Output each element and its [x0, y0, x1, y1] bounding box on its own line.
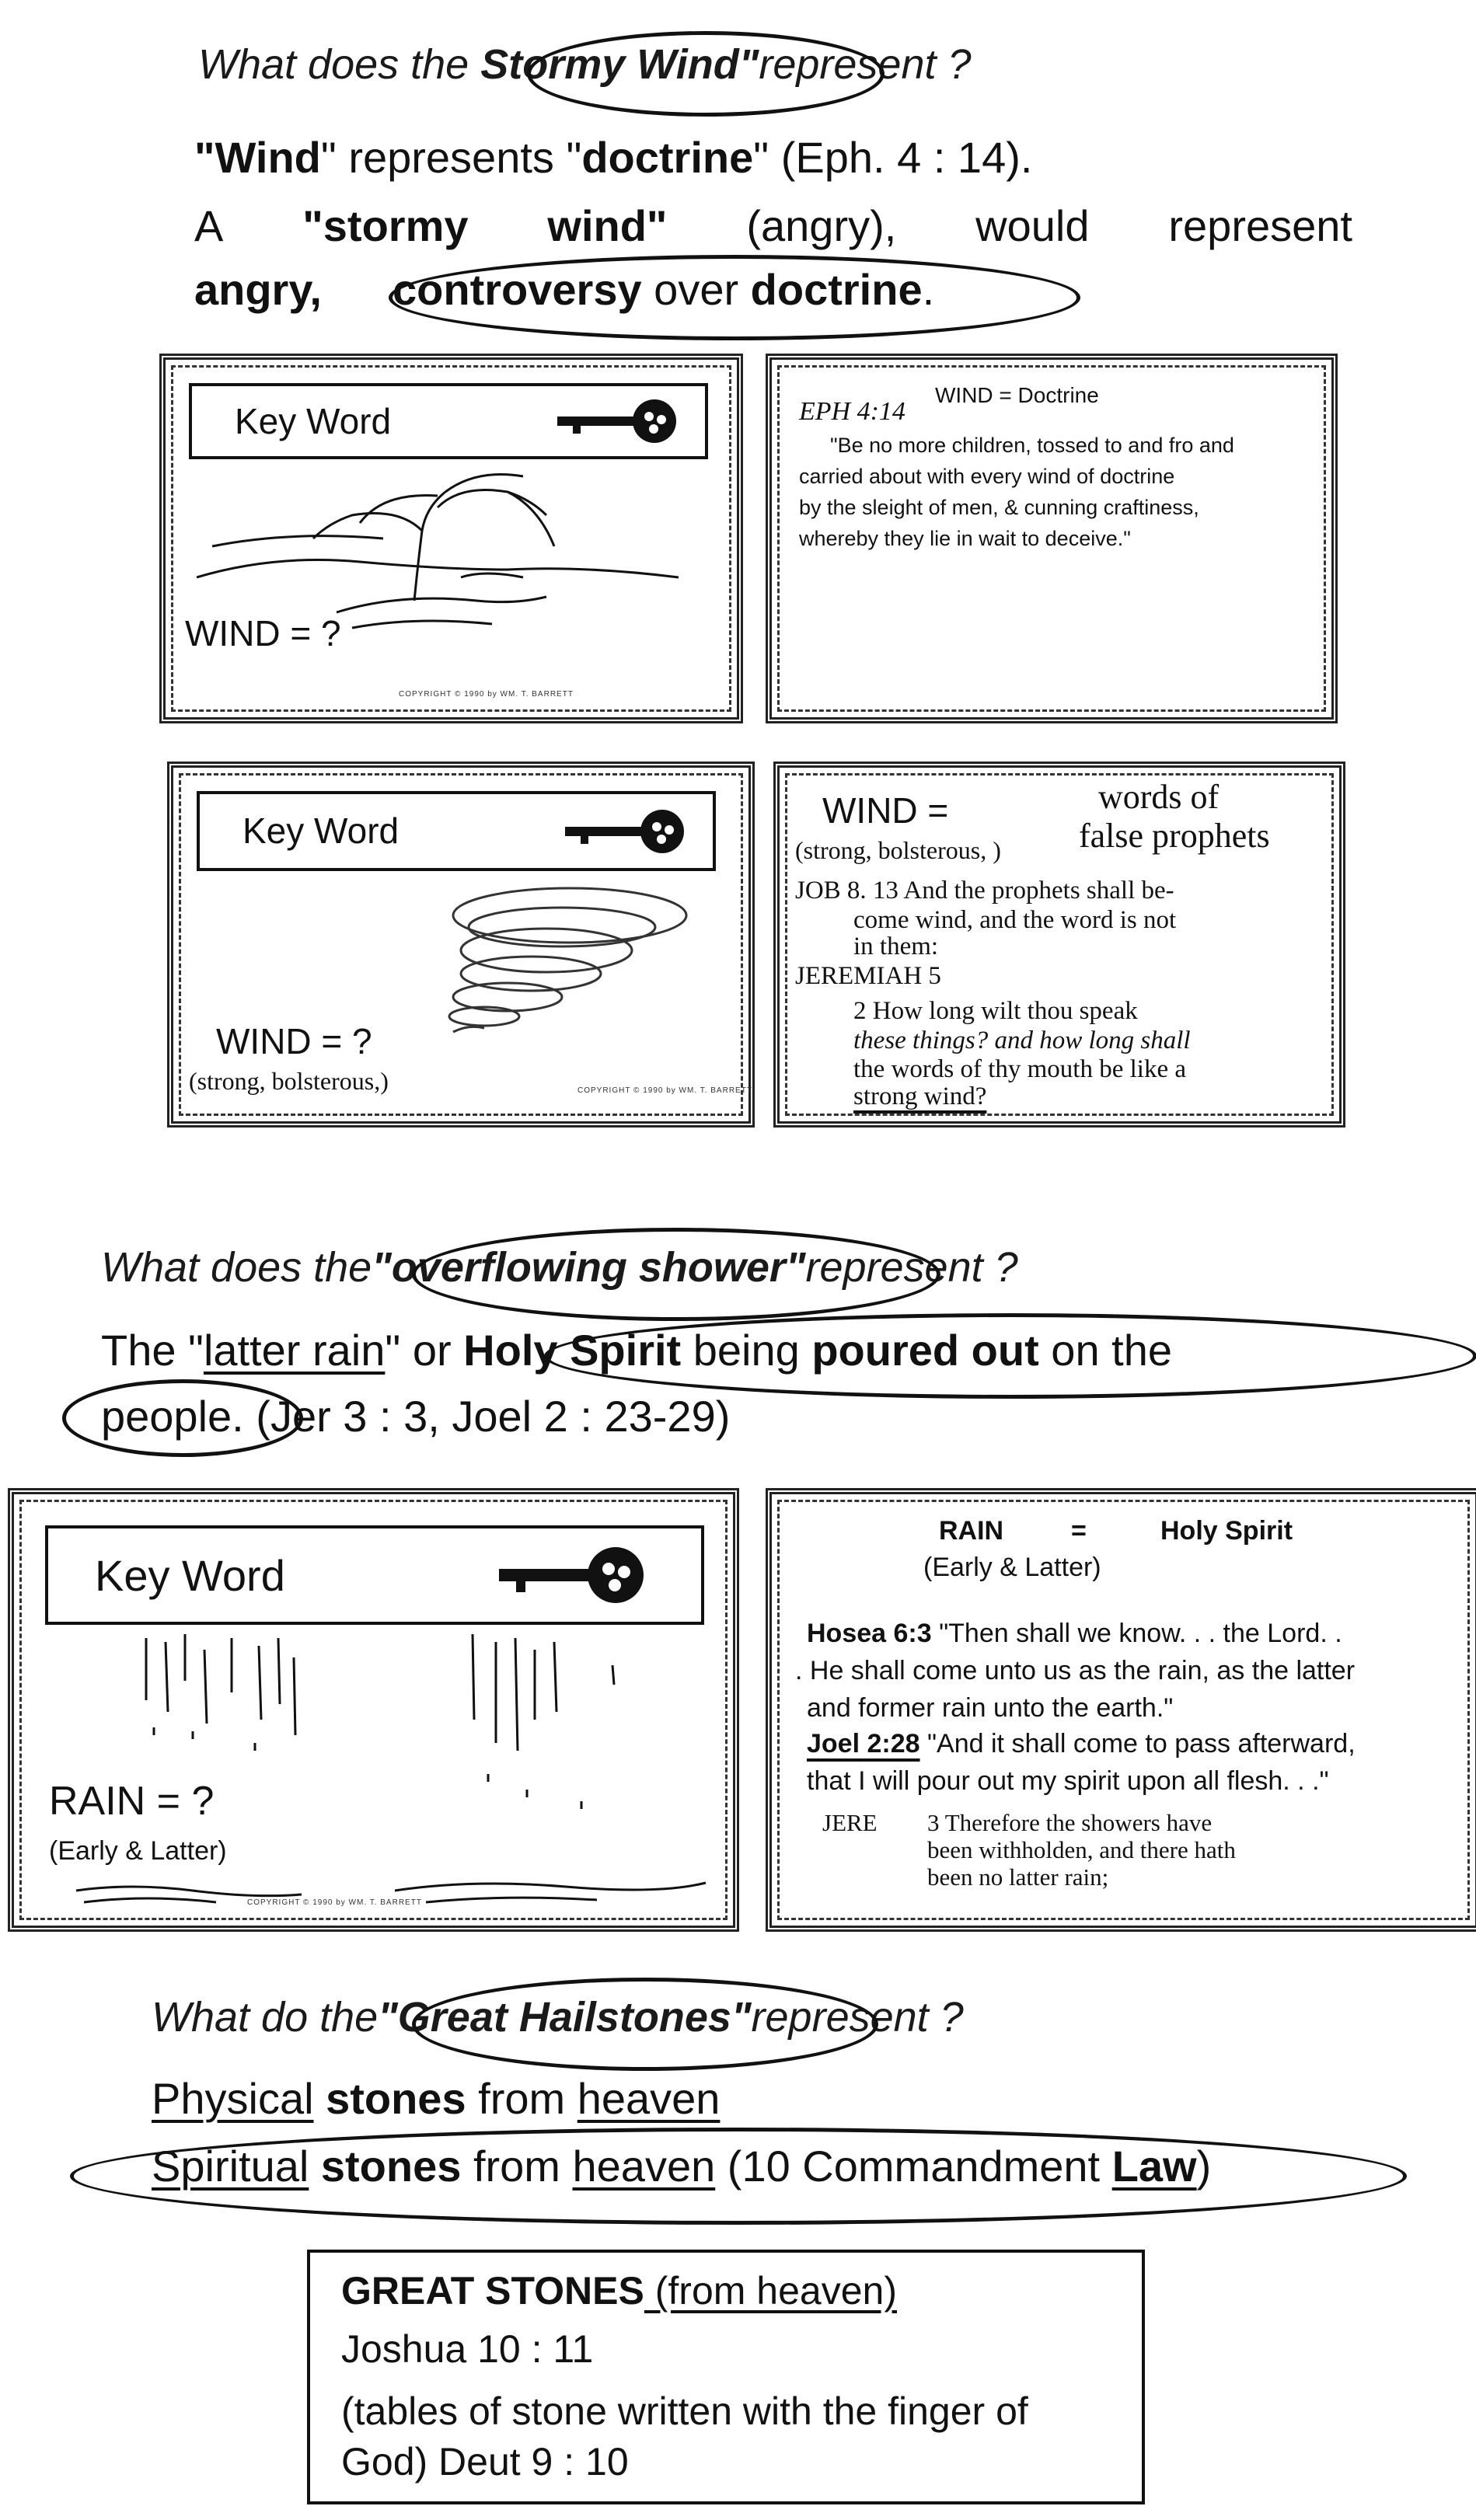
copyright: COPYRIGHT © 1990 by WM. T. BARRETT: [247, 1898, 422, 1907]
question-post: represent ?: [751, 1994, 964, 2041]
copyright: COPYRIGHT © 1990 by WM. T. BARRETT: [577, 1086, 752, 1095]
word-angry-bold: angry,: [194, 265, 322, 314]
panel-header: WIND = Doctrine: [935, 383, 1099, 407]
question-post: represent ?: [759, 41, 972, 88]
verse-line: and former rain unto the earth.": [807, 1693, 1174, 1723]
question-key: "Great Hailstones": [378, 1994, 752, 2041]
word-doctrine: doctrine: [750, 265, 923, 314]
hosea-ref: Hosea 6:3: [807, 1619, 932, 1648]
verse-line: . He shall come unto us as the rain, as the latter: [795, 1656, 1356, 1685]
answer-line-1: [152, 2073, 720, 2124]
heaven: heaven: [572, 2142, 716, 2191]
rain-sub-label: (Early & Latter): [49, 1836, 227, 1866]
reference: (Jer 3 : 3, Joel 2 : 23-29): [243, 1392, 731, 1441]
word-angry: (angry),: [746, 201, 897, 250]
key-word-label: Key Word: [235, 401, 392, 441]
text: on the: [1038, 1326, 1172, 1375]
text: (10 Commandment: [715, 2142, 1112, 2191]
question-pre: What does the: [198, 41, 481, 88]
stone-note: (tables of stone written with the finger of: [341, 2389, 1028, 2433]
panel-key-word-rain: [8, 1488, 739, 1932]
great-stones-title-paren: (from heaven): [644, 2269, 897, 2313]
stone-note: God) Deut 9 : 10: [341, 2440, 629, 2483]
doctrine-term: doctrine: [581, 133, 754, 182]
key-word-box: [197, 791, 716, 871]
key-word-box: [45, 1525, 704, 1625]
text: " or: [385, 1326, 464, 1375]
text: .: [922, 265, 935, 314]
verse-line: carried about with every wind of doctrine: [799, 465, 1175, 488]
answer-line-2: [152, 2141, 1211, 2191]
panel-title: WIND =: [822, 790, 949, 831]
joel-line: [807, 1729, 1356, 1759]
panel-key-word-wind-strong: [167, 762, 755, 1128]
panel-wind-doctrine: [766, 354, 1338, 723]
text: from: [461, 2142, 573, 2191]
question-key: Stormy Wind": [480, 41, 759, 88]
great-stones-title-text: GREAT STONES: [341, 2269, 644, 2313]
text: over: [641, 265, 751, 314]
rain-question-label: RAIN = ?: [49, 1779, 215, 1824]
handwritten-ref: EPH 4:14: [799, 397, 905, 426]
question-post: represent ?: [805, 1244, 1018, 1291]
word-represent: represent: [1168, 201, 1352, 250]
reference: " (Eph. 4 : 14).: [753, 133, 1033, 182]
stones: stones: [313, 2074, 466, 2123]
latter-rain: latter rain: [203, 1326, 386, 1375]
poured-out: poured out: [811, 1326, 1039, 1375]
question-stormy-wind: [198, 40, 972, 89]
text: from: [466, 2074, 577, 2123]
word-would: would: [975, 201, 1090, 250]
key-word-label: Key Word: [95, 1551, 285, 1600]
stone-reference: Joshua 10 : 11: [341, 2327, 594, 2371]
text: " represents ": [320, 133, 582, 182]
holy-spirit: Holy Spirit: [463, 1326, 682, 1375]
text: ): [1196, 2142, 1212, 2191]
copyright: COPYRIGHT © 1990 by WM. T. BARRETT: [399, 690, 574, 699]
handwritten-note: false prophets: [1079, 817, 1270, 855]
hosea-line: [807, 1619, 1342, 1649]
verse-line: whereby they lie in wait to deceive.": [799, 527, 1131, 550]
joel-ref: Joel 2:28: [807, 1729, 920, 1758]
header-right: Holy Spirit: [1160, 1516, 1293, 1546]
stones: stones: [309, 2142, 462, 2191]
verse-line: strong wind?: [853, 1082, 987, 1110]
great-stones-title: [341, 2268, 897, 2313]
whirlwind-illustration: [391, 877, 702, 1047]
key-word-box: [189, 383, 708, 459]
wind-sub-label: (strong, bolsterous,): [189, 1067, 389, 1095]
heaven: heaven: [577, 2074, 721, 2123]
header-eq: =: [1071, 1516, 1087, 1546]
key-word-label: Key Word: [243, 810, 400, 851]
law: Law: [1111, 2142, 1197, 2191]
question-overflowing-shower: [101, 1243, 1018, 1291]
answer-line-2: [101, 1391, 730, 1441]
question-great-hailstones: [152, 1993, 964, 2041]
verse-line: JOB 8. 13 And the prophets shall be-: [795, 877, 1174, 904]
text: "Then shall we know. . . the Lord. .: [939, 1619, 1342, 1648]
great-stones-box: [307, 2250, 1145, 2504]
word-wind: wind": [547, 201, 668, 250]
physical: Physical: [152, 2074, 314, 2123]
verse-line: that I will pour out my spirit upon all flesh. . .": [807, 1766, 1329, 1796]
wind-term: "Wind: [194, 133, 321, 182]
wind-question-label: WIND = ?: [185, 613, 341, 654]
panel-key-word-wind: [159, 354, 743, 723]
rain-illustration: [37, 1626, 714, 1914]
verse-line: by the sleight of men, & cunning craftiness,: [799, 496, 1199, 519]
verse-line: these things? and how long shall: [853, 1026, 1191, 1054]
handwritten-note: words of: [1098, 778, 1220, 816]
key-icon: [565, 808, 697, 855]
verse-line: the words of thy mouth be like a: [853, 1055, 1187, 1083]
verse-line: JEREMIAH 5: [795, 962, 941, 990]
verse-line: come wind, and the word is not: [853, 906, 1177, 934]
word-controversy: controversy: [393, 265, 642, 314]
panel-rain-holy-spirit: [766, 1488, 1476, 1932]
question-key: "overflowing shower": [372, 1244, 806, 1291]
word-a: A: [194, 201, 224, 250]
word-stormy: "stormy: [302, 201, 469, 250]
text: being: [681, 1326, 812, 1375]
jere-ref: JERE: [822, 1809, 878, 1836]
header-left: RAIN: [939, 1516, 1004, 1546]
answer-line-2: [194, 200, 1352, 251]
header-sub: (Early & Latter): [923, 1553, 1101, 1582]
question-pre: What does the: [101, 1244, 372, 1291]
key-icon: [557, 398, 689, 444]
key-icon: [499, 1544, 654, 1606]
verse-line: 2 How long wilt thou speak: [853, 997, 1138, 1025]
text: "And it shall come to pass afterward,: [926, 1729, 1356, 1758]
wind-question-label: WIND = ?: [216, 1021, 372, 1061]
verse-line: in them:: [853, 932, 939, 960]
answer-line-1: [101, 1325, 1172, 1375]
verse-line: been withholden, and there hath: [927, 1836, 1236, 1863]
people: people.: [101, 1392, 244, 1441]
spiritual: Spiritual: [152, 2142, 309, 2191]
text: The ": [101, 1326, 204, 1375]
panel-wind-false-prophets: [773, 762, 1345, 1128]
panel-sub: (strong, bolsterous, ): [795, 836, 1001, 864]
verse-line: 3 Therefore the showers have: [927, 1809, 1213, 1836]
verse-line: been no latter rain;: [927, 1863, 1109, 1891]
answer-line-1: [194, 132, 1032, 183]
answer-line-3: [194, 264, 934, 315]
verse-line: "Be no more children, tossed to and fro and: [830, 434, 1234, 457]
question-pre: What do the: [152, 1994, 379, 2041]
